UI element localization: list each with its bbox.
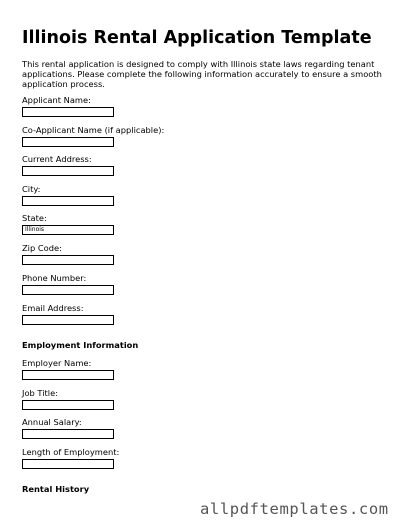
- field-label: Length of Employment:: [22, 447, 120, 457]
- rental-history-heading: Rental History: [22, 484, 90, 494]
- phone-number-input[interactable]: [22, 285, 114, 295]
- field-label: Annual Salary:: [22, 417, 82, 427]
- length-of-employment-field: [22, 447, 119, 469]
- page-title: Illinois Rental Application Template: [22, 28, 372, 48]
- watermark: allpdftemplates.com: [200, 500, 389, 518]
- employment-heading: Employment Information: [22, 340, 139, 350]
- annual-salary-field: [22, 417, 114, 439]
- field-label: City:: [22, 184, 41, 194]
- city-input[interactable]: [22, 196, 114, 206]
- field-label: Email Address:: [22, 303, 84, 313]
- zip-code-field: [22, 243, 114, 265]
- field-label: Zip Code:: [22, 243, 62, 253]
- field-label: State:: [22, 213, 47, 223]
- length-of-employment-input[interactable]: [22, 459, 114, 469]
- zip-code-input[interactable]: [22, 255, 114, 265]
- field-label: Co-Applicant Name (if applicable):: [22, 125, 165, 135]
- city-field: [22, 184, 114, 206]
- applicant-name-input[interactable]: [22, 107, 114, 117]
- field-label: Job Title:: [22, 388, 59, 398]
- employer-name-input[interactable]: [22, 370, 114, 380]
- field-label: Applicant Name:: [22, 95, 91, 105]
- field-label: Current Address:: [22, 154, 92, 164]
- intro-paragraph: This rental application is designed to comply with Illinois state laws regarding tenant applications. Please complete the following information accurately to ensure a smooth application process.: [22, 59, 382, 89]
- employer-name-field: [22, 358, 114, 380]
- co-applicant-name-field: [22, 125, 164, 147]
- phone-number-field: [22, 273, 114, 295]
- email-address-input[interactable]: [22, 315, 114, 325]
- field-label: Phone Number:: [22, 273, 87, 283]
- field-label: Employer Name:: [22, 358, 92, 368]
- co-applicant-name-input[interactable]: [22, 137, 114, 147]
- applicant-name-field: [22, 95, 114, 117]
- current-address-field: [22, 154, 114, 176]
- email-address-field: [22, 303, 114, 325]
- job-title-input[interactable]: [22, 400, 114, 410]
- state-input[interactable]: Illinois: [22, 225, 114, 235]
- state-field: [22, 213, 114, 235]
- job-title-field: [22, 388, 114, 410]
- current-address-input[interactable]: [22, 166, 114, 176]
- annual-salary-input[interactable]: [22, 429, 114, 439]
